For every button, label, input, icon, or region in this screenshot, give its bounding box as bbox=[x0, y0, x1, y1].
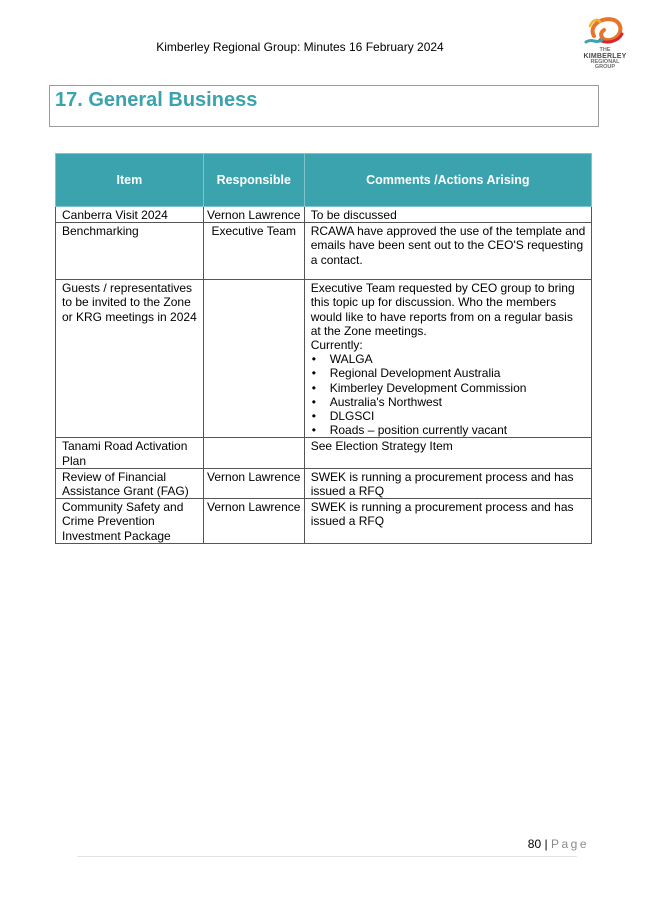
comment-text: RCAWA have approved the use of the template and emails have been sent out to the CEO'S requesting a contact. bbox=[310, 224, 586, 267]
bullet-icon: • bbox=[311, 409, 316, 424]
bullet-icon: • bbox=[311, 352, 316, 367]
logo-line-3: REGIONAL GROUP bbox=[590, 58, 620, 71]
bullet-icon: • bbox=[311, 394, 316, 409]
comment-text: To be discussed bbox=[310, 208, 397, 222]
list-item bbox=[311, 352, 586, 366]
cell-comments bbox=[304, 280, 591, 438]
list-item-text: Australia's Northwest bbox=[329, 394, 443, 409]
comment-text: Executive Team requested by CEO group to bring this topic up for discussion. Who the members would like to have reports from on a regular basis at the Zone meetings. bbox=[310, 281, 575, 338]
cell-responsible bbox=[203, 438, 304, 468]
list-item-text: Regional Development Australia bbox=[329, 366, 501, 381]
table-row bbox=[56, 468, 592, 498]
cell-responsible bbox=[203, 280, 304, 438]
table-row bbox=[56, 280, 592, 438]
footer-divider bbox=[77, 856, 577, 857]
logo-line-1: THE bbox=[599, 47, 611, 53]
table-row bbox=[56, 499, 592, 544]
cell-responsible: Executive Team bbox=[203, 223, 304, 280]
cell-item: Tanami Road Activation Plan bbox=[56, 438, 204, 468]
page-label: Page bbox=[550, 837, 589, 851]
column-header-responsible: Responsible bbox=[203, 154, 304, 207]
cell-comments bbox=[304, 499, 591, 544]
cell-comments bbox=[304, 438, 591, 468]
running-header: Kimberley Regional Group: Minutes 16 February 2024 bbox=[156, 40, 444, 54]
logo-line-2: KIMBERLEY bbox=[583, 52, 627, 60]
cell-item: Canberra Visit 2024 bbox=[56, 207, 204, 223]
list-item bbox=[311, 423, 586, 437]
comment-text: See Election Strategy Item bbox=[310, 439, 453, 454]
list-item bbox=[311, 366, 586, 380]
table-row bbox=[56, 207, 592, 223]
cell-item: Guests / representatives to be invited to the Zone or KRG meetings in 2024 bbox=[56, 280, 204, 438]
cell-item: Review of Financial Assistance Grant (FAG) bbox=[56, 468, 204, 498]
cell-responsible: Vernon Lawrence bbox=[203, 468, 304, 498]
table-header-row bbox=[56, 154, 592, 207]
bullet-icon: • bbox=[311, 423, 316, 438]
comment-text: SWEK is running a procurement process and has issued a RFQ bbox=[310, 469, 574, 499]
page-number: 80 bbox=[527, 837, 542, 851]
cell-responsible: Vernon Lawrence bbox=[203, 499, 304, 544]
comment-text: SWEK is running a procurement process and has issued a RFQ bbox=[310, 500, 574, 529]
list-item-text: DLGSCI bbox=[329, 409, 375, 424]
list-item-text: Kimberley Development Commission bbox=[329, 380, 527, 395]
cell-comments bbox=[304, 207, 591, 223]
comment-text: Currently: bbox=[310, 338, 363, 353]
cell-item: Community Safety and Crime Prevention Investment Package bbox=[56, 499, 204, 544]
section-heading-box bbox=[49, 85, 599, 127]
cell-responsible: Vernon Lawrence bbox=[203, 207, 304, 223]
cell-comments bbox=[304, 468, 591, 498]
logo-wordmark bbox=[580, 48, 630, 71]
logo-swirl-icon bbox=[580, 14, 630, 48]
column-header-item: Item bbox=[56, 154, 204, 207]
list-item bbox=[311, 381, 586, 395]
representatives-list bbox=[311, 352, 586, 437]
page-separator: | bbox=[544, 837, 548, 851]
bullet-icon: • bbox=[311, 380, 316, 395]
column-header-comments: Comments /Actions Arising bbox=[304, 154, 591, 207]
table-row bbox=[56, 438, 592, 468]
list-item bbox=[311, 395, 586, 409]
list-item-text: WALGA bbox=[329, 352, 373, 367]
cell-item: Benchmarking bbox=[56, 223, 204, 280]
cell-comments bbox=[304, 223, 591, 280]
bullet-icon: • bbox=[311, 366, 316, 381]
page-number-footer bbox=[528, 837, 589, 851]
section-title: 17. General Business bbox=[55, 89, 258, 111]
general-business-table bbox=[55, 153, 592, 544]
list-item-text: Roads – position currently vacant bbox=[329, 423, 508, 438]
list-item bbox=[311, 409, 586, 423]
kimberley-logo bbox=[580, 14, 630, 71]
table-row bbox=[56, 223, 592, 280]
